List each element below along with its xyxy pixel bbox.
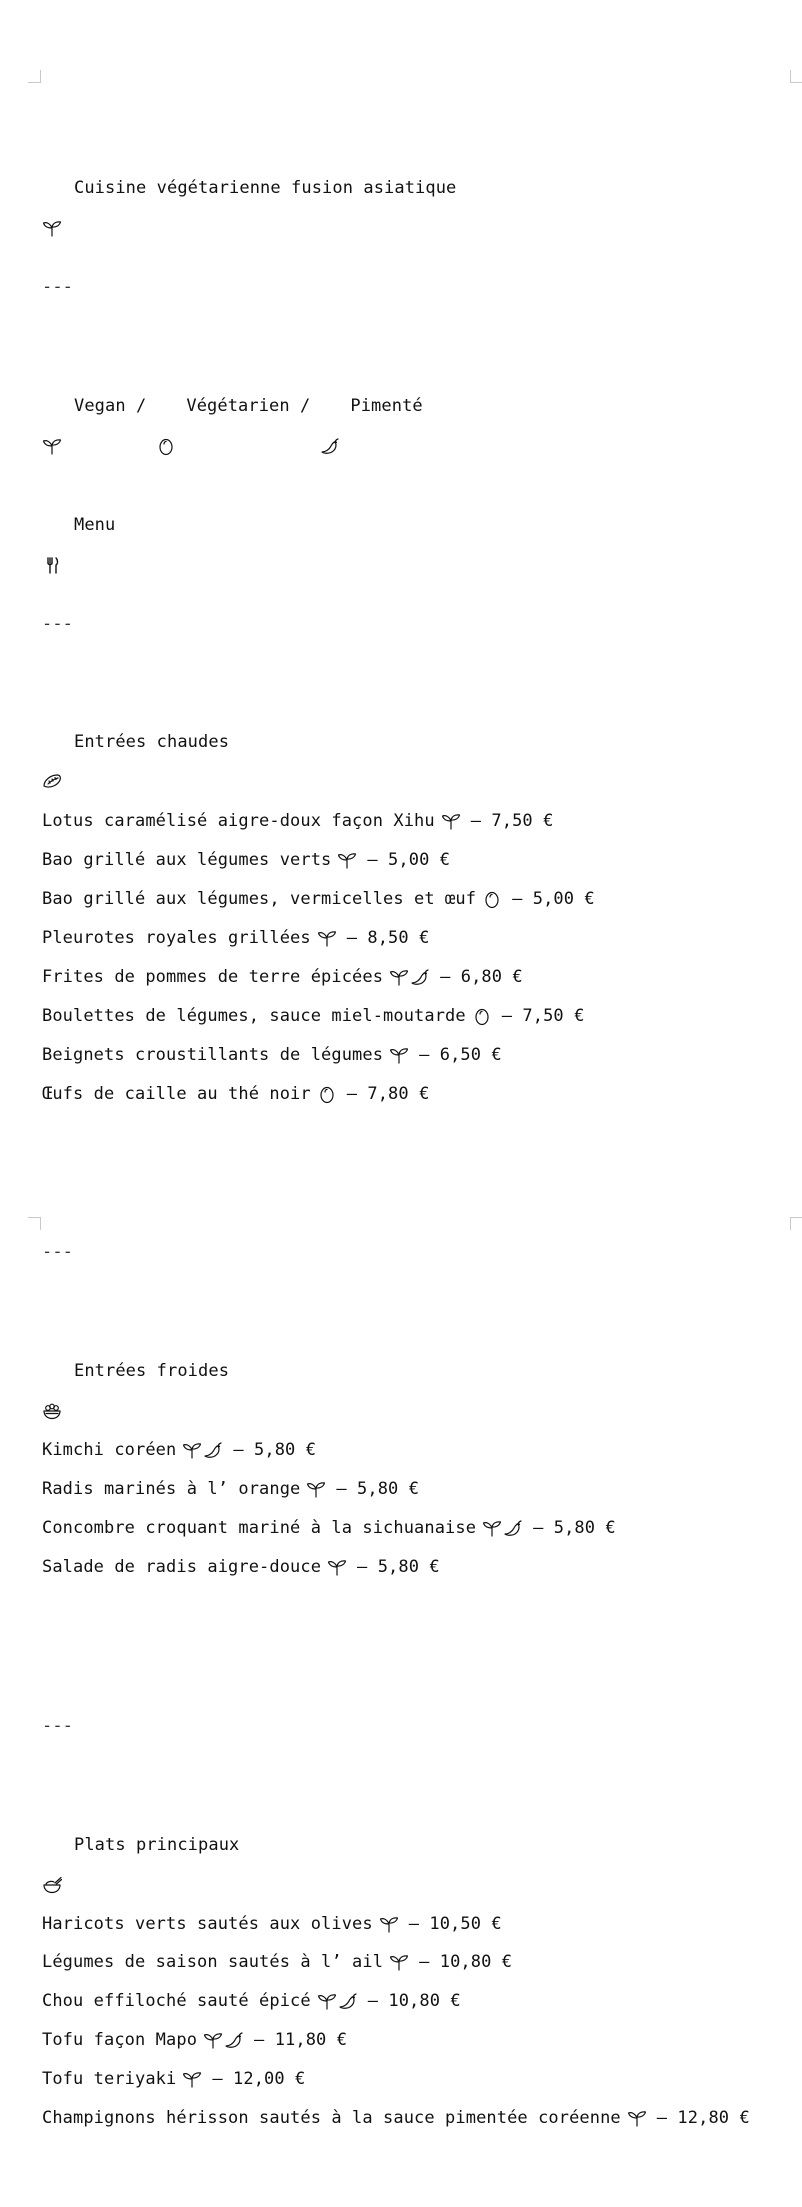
menu-item xyxy=(42,2030,792,2050)
menu-item xyxy=(42,967,792,987)
menu-item xyxy=(42,2108,792,2128)
seedling-icon xyxy=(389,1045,409,1065)
menu-item-price: – 10,50 € xyxy=(408,1913,502,1934)
legend-vegan: Vegan / xyxy=(74,395,147,416)
seedling-icon xyxy=(317,928,337,948)
menu-item-name: Beignets croustillants de légumes xyxy=(42,1044,384,1065)
seedling-icon xyxy=(379,1914,399,1934)
menu-item-price: – 5,80 € xyxy=(533,1518,616,1539)
menu-item-name: Œufs de caille au thé noir xyxy=(42,1083,311,1104)
menu-item-price: – 10,80 € xyxy=(419,1952,513,1973)
seedling-icon xyxy=(306,1479,326,1499)
menu-item xyxy=(42,1952,792,1972)
menu-item-price: – 12,80 € xyxy=(656,2108,750,2129)
seedling-icon xyxy=(389,967,409,987)
separator: --- xyxy=(42,1242,74,1263)
menu-content xyxy=(42,98,792,2207)
seedling-icon xyxy=(42,396,62,416)
menu-item-price: – 11,80 € xyxy=(254,2030,348,2051)
menu-item-price: – 5,00 € xyxy=(512,889,595,910)
menu-item-price: – 6,50 € xyxy=(419,1044,502,1065)
chili-pepper-icon xyxy=(203,1440,223,1460)
menu-item-name: Bao grillé aux légumes, vermicelles et œuf xyxy=(42,889,477,910)
seedling-icon xyxy=(317,1991,337,2011)
seedling-icon xyxy=(203,2030,223,2050)
legend-vegetarian: Végétarien / xyxy=(186,395,311,416)
chili-pepper-icon xyxy=(503,1518,523,1538)
menu-item-price: – 12,00 € xyxy=(212,2069,306,2090)
seedling-icon xyxy=(182,1440,202,1460)
menu-item-name: Concombre croquant mariné à la sichuanaise xyxy=(42,1518,477,1539)
menu-item-name: Légumes de saison sautés à l’ ail xyxy=(42,1952,384,1973)
chili-pepper-icon xyxy=(410,967,430,987)
menu-item xyxy=(42,850,792,870)
menu-item-name: Kimchi coréen xyxy=(42,1440,177,1461)
seedling-icon xyxy=(627,2108,647,2128)
menu-item-name: Frites de pommes de terre épicées xyxy=(42,966,384,987)
seedling-icon xyxy=(482,1518,502,1538)
menu-item-price: – 7,50 € xyxy=(470,811,554,832)
legend-spicy: Pimenté xyxy=(350,395,423,416)
menu-item-price: – 7,50 € xyxy=(501,1005,585,1026)
seedling-icon xyxy=(182,2069,202,2089)
menu-item xyxy=(42,2069,792,2089)
chili-pepper-icon xyxy=(338,1991,358,2011)
separator: --- xyxy=(42,276,74,297)
section-heading-hot xyxy=(42,732,792,752)
section-heading-text: Entrées chaudes xyxy=(74,732,230,753)
page-corner-mark xyxy=(28,70,41,83)
menu-item-name: Haricots verts sautés aux olives xyxy=(42,1913,373,1934)
menu-item xyxy=(42,1045,792,1065)
menu-item xyxy=(42,1557,792,1577)
salad-bowl-icon xyxy=(42,1361,62,1381)
menu-item xyxy=(42,928,792,948)
menu-item xyxy=(42,811,792,831)
dumpling-icon xyxy=(42,732,62,752)
menu-item-name: Radis marinés à l’ orange xyxy=(42,1479,301,1500)
fork-knife-icon xyxy=(42,515,62,535)
seedling-icon xyxy=(42,178,62,198)
menu-item-price: – 8,50 € xyxy=(346,928,430,949)
bowl-icon xyxy=(42,1835,62,1855)
page-corner-mark xyxy=(28,1217,41,1230)
menu-item xyxy=(42,1006,792,1026)
menu-item-name: Bao grillé aux légumes verts xyxy=(42,850,332,871)
page-title-text: Cuisine végétarienne fusion asiatique xyxy=(74,178,457,198)
section-heading-text: Plats principaux xyxy=(74,1834,240,1855)
separator: --- xyxy=(42,613,74,634)
legend xyxy=(42,396,792,416)
menu-label-text: Menu xyxy=(74,514,116,535)
egg-icon xyxy=(156,396,176,416)
menu-item xyxy=(42,889,792,909)
menu-item-price: – 5,80 € xyxy=(233,1440,317,1461)
menu-item-name: Tofu teriyaki xyxy=(42,2069,177,2090)
section-heading-main xyxy=(42,1835,792,1855)
menu-item-name: Tofu façon Mapo xyxy=(42,2030,198,2051)
section-items-main xyxy=(42,1914,792,2128)
menu-item xyxy=(42,1440,792,1460)
menu-item xyxy=(42,1084,792,1104)
menu-item-name: Salade de radis aigre-douce xyxy=(42,1556,322,1577)
menu-item-name: Pleurotes royales grillées xyxy=(42,928,311,949)
menu-item-price: – 7,80 € xyxy=(346,1083,430,1104)
egg-icon xyxy=(472,1006,492,1026)
menu-item xyxy=(42,1518,792,1538)
seedling-icon xyxy=(337,850,357,870)
menu-item xyxy=(42,1991,792,2011)
chili-pepper-icon xyxy=(224,2030,244,2050)
menu-label xyxy=(42,515,792,535)
menu-item-name: Lotus caramélisé aigre-doux façon Xihu xyxy=(42,811,435,832)
menu-item-name: Boulettes de légumes, sauce miel-moutarde xyxy=(42,1005,466,1026)
egg-icon xyxy=(317,1084,337,1104)
separator: --- xyxy=(42,1715,74,1736)
section-heading-text: Entrées froides xyxy=(74,1361,230,1382)
section-items-hot xyxy=(42,811,792,1103)
menu-item xyxy=(42,1479,792,1499)
seedling-icon xyxy=(441,811,461,831)
menu-item-name: Champignons hérisson sautés à la sauce pimentée coréenne xyxy=(42,2108,621,2129)
seedling-icon xyxy=(389,1952,409,1972)
menu-item-price: – 5,80 € xyxy=(357,1556,440,1577)
section-heading-cold xyxy=(42,1361,792,1381)
section-items-cold xyxy=(42,1440,792,1577)
menu-item-price: – 10,80 € xyxy=(367,1991,461,2012)
menu-item-name: Chou effiloché sauté épicé xyxy=(42,1991,311,2012)
egg-icon xyxy=(482,889,502,909)
page-title xyxy=(42,178,792,198)
chili-pepper-icon xyxy=(320,396,340,416)
menu-item-price: – 5,00 € xyxy=(367,850,451,871)
seedling-icon xyxy=(327,1557,347,1577)
menu-item-price: – 5,80 € xyxy=(336,1479,420,1500)
menu-item xyxy=(42,1914,792,1934)
page-corner-mark xyxy=(790,70,802,83)
menu-item-price: – 6,80 € xyxy=(440,966,523,987)
